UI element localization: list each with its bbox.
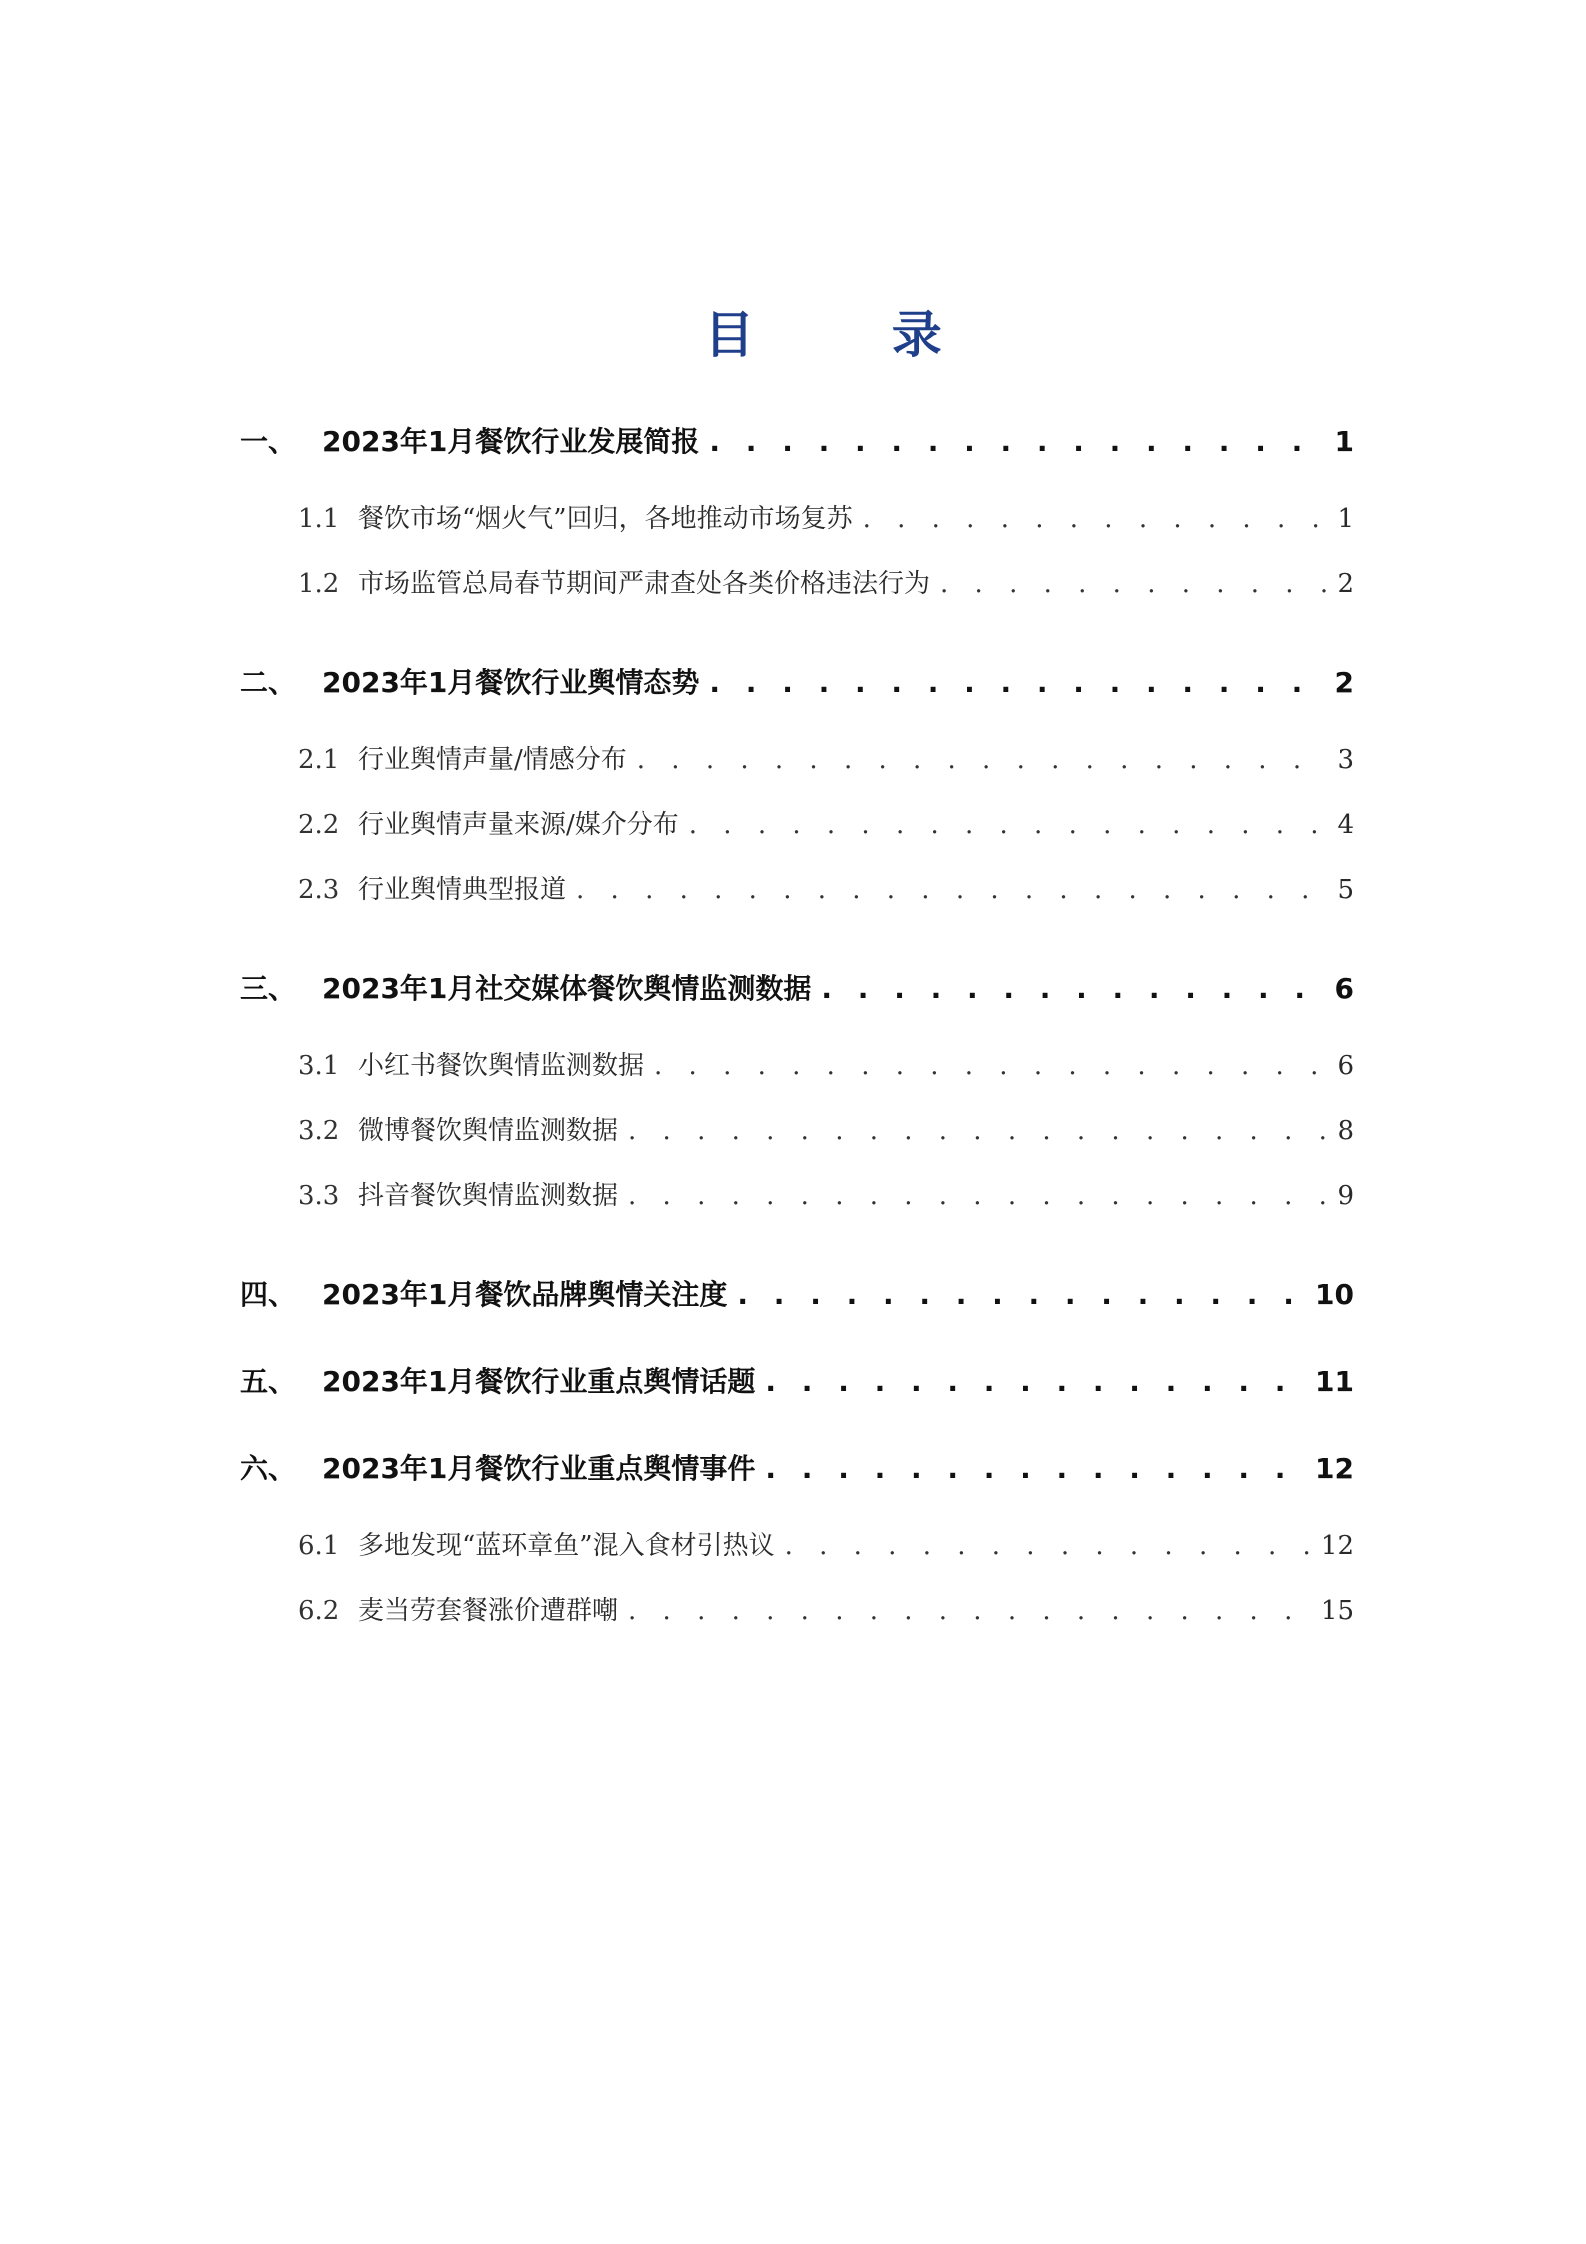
toc-entry[interactable] — [298, 869, 1354, 913]
toc-entry-number: 6.2 — [298, 1596, 340, 1626]
toc-entry-page: 4 — [1337, 810, 1354, 840]
toc-entry-number: 2.2 — [298, 810, 340, 840]
toc-dot-leader — [654, 1051, 1327, 1081]
toc-entry-page: 2 — [1334, 666, 1354, 699]
toc-entry-page: 9 — [1337, 1181, 1354, 1211]
toc-entry-number: 三、 — [240, 972, 297, 1005]
toc-entry-label: 多地发现“蓝环章鱼”混入食材引热议 — [358, 1531, 775, 1561]
toc-entry-number: 二、 — [240, 666, 297, 699]
toc-entry-page: 5 — [1337, 875, 1354, 905]
toc-entry-page: 3 — [1337, 745, 1354, 775]
toc-dot-leader — [940, 569, 1327, 599]
toc-entry[interactable] — [240, 1273, 1354, 1317]
toc-entry-page: 12 — [1320, 1531, 1354, 1561]
toc-entry-page: 1 — [1337, 504, 1354, 534]
page-title: 目 录 — [704, 306, 1002, 364]
toc-entry-label: 行业舆情声量来源/媒介分布 — [358, 810, 679, 840]
toc-entry[interactable] — [240, 1360, 1354, 1404]
toc-entry[interactable] — [240, 420, 1354, 464]
toc-dot-leader — [628, 1596, 1311, 1626]
toc-entry-label: 2023年1月餐饮行业重点舆情话题 — [322, 1365, 756, 1398]
toc-entry-number: 1.1 — [298, 504, 340, 534]
toc-dot-leader — [785, 1531, 1311, 1561]
toc-dot-leader — [737, 1278, 1305, 1311]
toc-dot-leader — [628, 1181, 1327, 1211]
toc-entry-number: 一、 — [240, 425, 297, 458]
toc-entry-number: 3.2 — [298, 1116, 340, 1146]
toc-dot-leader — [863, 504, 1328, 534]
toc-entry-number: 3.3 — [298, 1181, 340, 1211]
toc-entry-label: 2023年1月社交媒体餐饮舆情监测数据 — [322, 972, 812, 1005]
toc-dot-leader — [765, 1452, 1305, 1485]
toc-entry-number: 五、 — [240, 1365, 297, 1398]
toc-entry[interactable] — [240, 661, 1354, 705]
toc-entry-label: 行业舆情声量/情感分布 — [358, 745, 627, 775]
toc-entry-page: 8 — [1337, 1116, 1354, 1146]
toc-entry[interactable] — [298, 498, 1354, 542]
toc-entry-label: 抖音餐饮舆情监测数据 — [358, 1181, 619, 1211]
toc-dot-leader — [637, 745, 1328, 775]
toc-dot-leader — [576, 875, 1327, 905]
toc-entry-label: 2023年1月餐饮行业发展简报 — [322, 425, 700, 458]
toc-entry-label: 2023年1月餐饮行业舆情态势 — [322, 666, 700, 699]
toc-dot-leader — [709, 666, 1324, 699]
toc-entry[interactable] — [298, 1045, 1354, 1089]
toc-entry-page: 6 — [1337, 1051, 1354, 1081]
toc-dot-leader — [628, 1116, 1327, 1146]
toc-entry-page: 10 — [1315, 1278, 1354, 1311]
toc-entry-number: 2.3 — [298, 875, 340, 905]
toc-entry[interactable] — [298, 1590, 1354, 1634]
toc-entry-number: 2.1 — [298, 745, 340, 775]
toc-entry-label: 小红书餐饮舆情监测数据 — [358, 1051, 645, 1081]
toc-entry[interactable] — [298, 739, 1354, 783]
toc-entry[interactable] — [240, 1447, 1354, 1491]
toc-dot-leader — [821, 972, 1324, 1005]
toc-entry-label: 餐饮市场“烟火气”回归，各地推动市场复苏 — [358, 504, 853, 534]
toc-entry-label: 微博餐饮舆情监测数据 — [358, 1116, 619, 1146]
toc-entry[interactable] — [298, 1525, 1354, 1569]
toc-entry-number: 六、 — [240, 1452, 297, 1485]
toc-entry-label: 麦当劳套餐涨价遭群嘲 — [358, 1596, 619, 1626]
toc-entry[interactable] — [298, 1175, 1354, 1219]
toc-dot-leader — [709, 425, 1324, 458]
toc-dot-leader — [689, 810, 1328, 840]
toc-dot-leader — [765, 1365, 1305, 1398]
toc-entry-label: 2023年1月餐饮品牌舆情关注度 — [322, 1278, 728, 1311]
toc-entry[interactable] — [298, 804, 1354, 848]
toc-entry-number: 1.2 — [298, 569, 340, 599]
toc-entry[interactable] — [298, 563, 1354, 607]
toc-entry-label: 市场监管总局春节期间严肃查处各类价格违法行为 — [358, 569, 931, 599]
toc-entry-page: 1 — [1334, 425, 1354, 458]
toc-entry-number: 四、 — [240, 1278, 297, 1311]
toc-entry[interactable] — [240, 967, 1354, 1011]
toc-entry-page: 12 — [1315, 1452, 1354, 1485]
toc-entry-label: 行业舆情典型报道 — [358, 875, 567, 905]
toc-entry-page: 2 — [1337, 569, 1354, 599]
toc-entry-page: 6 — [1334, 972, 1354, 1005]
toc-entry-number: 6.1 — [298, 1531, 340, 1561]
toc-entry-page: 11 — [1315, 1365, 1354, 1398]
toc-entry-number: 3.1 — [298, 1051, 340, 1081]
toc-entry-page: 15 — [1320, 1596, 1354, 1626]
toc-entry-label: 2023年1月餐饮行业重点舆情事件 — [322, 1452, 756, 1485]
toc-entry[interactable] — [298, 1110, 1354, 1154]
